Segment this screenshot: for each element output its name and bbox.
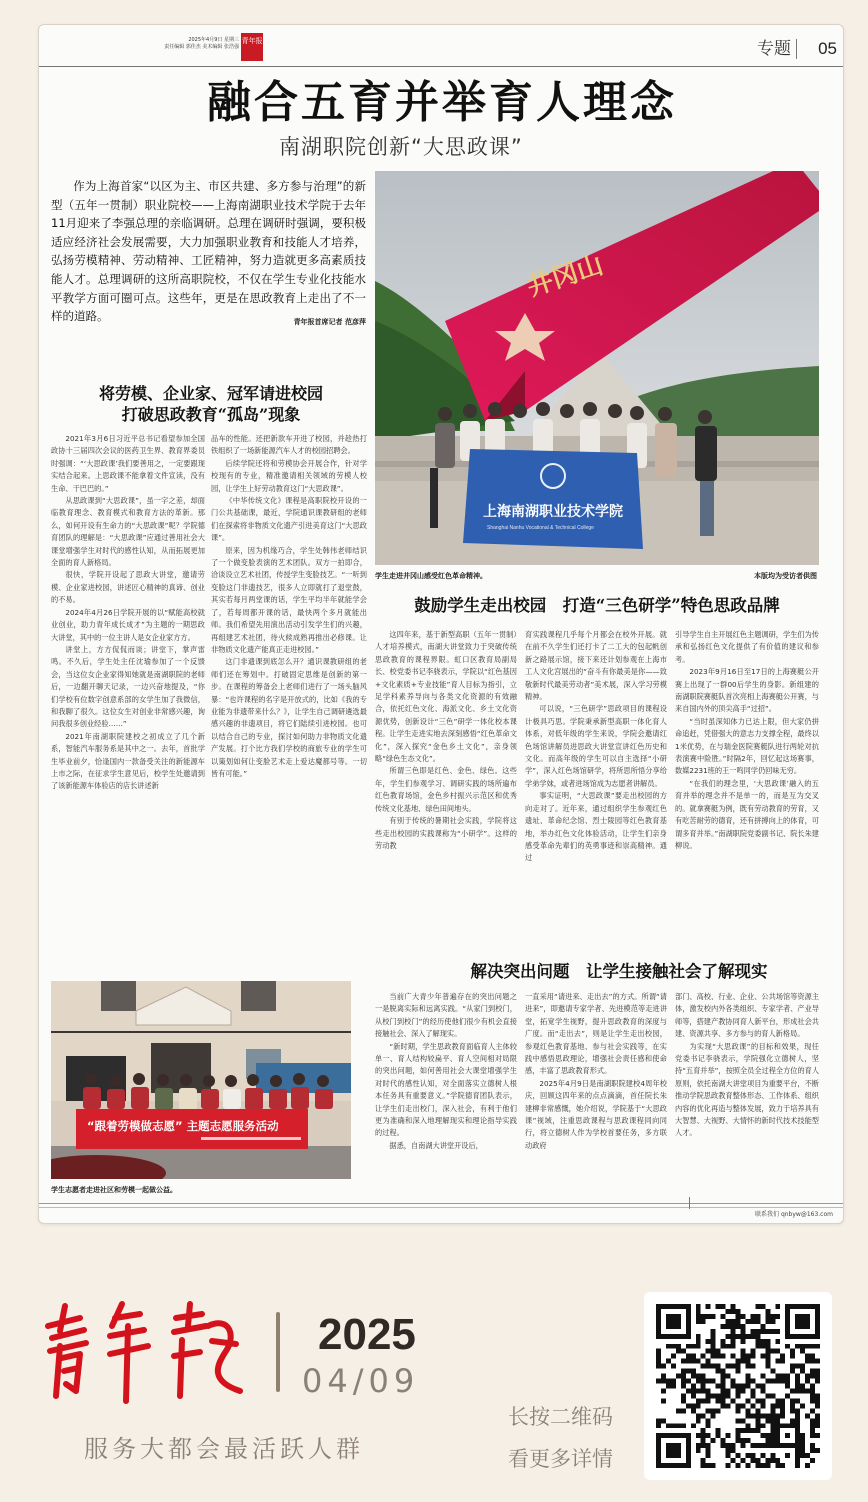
footer-rule (39, 1203, 844, 1204)
qr-hint-line1: 长按二维码 (508, 1405, 613, 1429)
qr-code-icon[interactable] (656, 1304, 820, 1468)
paragraph: 2023年9月16日至17日的上海赛艇公开赛上出现了一群00后学生的身影。新组建的南湖职院赛艇队首次亮相上海赛艇公开赛，与来自国内外的顶尖高手“过招”。 (675, 667, 819, 714)
paragraph: 可以说，“三色研学”思政项目的课程设计极具巧思。学院秉承新型高职一体化育人体系，对低年级的学生来说，学院会邀请红色场馆讲解员进思政大讲堂宣讲红色历史和文化。而高年级的学生可以自主选择“小研学”，深入红色场馆研学，将所思所悟分享给学弟学妹，或者进场馆成为志愿者讲解员。 (525, 704, 667, 788)
section3-column-1 (375, 991, 517, 1152)
section1-title-line1: 将劳模、企业家、冠军请进校园 (98, 384, 323, 403)
paragraph: 这门非遗课到底怎么开？通识课教研组的老师们还在筹划中。打破固定思维是创新的第一步。在课程的筹备会上老师们进行了一场头脑风暴：“也许课程的名字是开放式的，比如《我的专业能为非遗带来什么？》，让学生自己调研遴选最感兴趣的非遗项目，将它们陆续引进校园。也可以结合自己的专业，探讨如何助力非物质文化遗产发展。打个比方我们学校的商旅专业的学生可以策划如何让变脸艺术走上爱达魔都号等。一切皆有可能。” (211, 657, 367, 778)
paragraph: 一直采用“请进来、走出去”的方式。所谓“请进来”，即邀请专家学者、先进模范等走进讲堂，拓宽学生视野，提升思政教育的深度与广度。而“走出去”，则是让学生走出校园，参观红色教育基地、参与社会实践等，在实践中感悟思政理论，增强社会责任感和使命感，丰富了思政教育形式。 (525, 992, 667, 1076)
volunteer-banner-text: “跟着劳模做志愿” 主题志愿服务活动 (87, 1119, 279, 1133)
paragraph: 育实践课程几乎每个月都会在校外开展。就在前不久学生们还打卡了二工大的包起帆创新之路展示馆，接下来还计划参观在上海市工人文化宫展出的“奋斗有你最美是你——致敬新时代最美劳动者”美术展，深入学习劳模精神。 (525, 630, 667, 702)
college-banner (463, 449, 643, 549)
section1-title-line2: 打破思政教育“孤岛”现象 (121, 405, 301, 424)
section3-column-2 (525, 991, 667, 1152)
section2-title: 鼓励学生走出校园 打造“三色研学”特色思政品牌 (414, 596, 780, 615)
brand-calligraphy-logo (40, 1296, 250, 1406)
banner-english-text: Shanghai Nanhu Vocational & Technical College (487, 525, 594, 531)
paragraph: 2025年4月9日是南湖职院建校4周年校庆，回顾这四年来的点点滴滴，首任院长朱建柳非常感慨，她介绍说，学院基于“大思政课”视域，注重思政课程与思政课程同向同行，将立德树人作为学校首要任务，多方联动政府 (525, 1078, 667, 1150)
paragraph: 《中华传统文化》课程是高职院校开设的一门公共基础课，最近，学院通识课教研组的老师们在探索将非物质文化遗产引进美育这门“大思政课”。 (211, 496, 367, 543)
volunteer-photo (51, 981, 351, 1179)
paragraph: 讲堂上，方方侃侃而谈；讲堂下，掌声雷鸣。不久后，学生处主任沈瑜参加了一个反馈会，当这位女企业家得知她就是南湖职院的老师后，一边翻开聊天记录，一边兴奋地提及，“你们学校有位数字创意系部的女学生加了我微信，和我聊了很久。这位女生对创业非常感兴趣，询问我很多创业经验……” (51, 644, 205, 729)
paragraph: 有别于传统的暑期社会实践，学院将这些走出校园的实践课称为“小研学”。这样的劳动教 (375, 816, 517, 850)
paragraph: 很快，学院开设起了思政大讲堂，邀请劳模、企业家进校园，讲述匠心精神的真谛、创业的不易。 (51, 570, 205, 605)
paragraph: 2021年南湖职院建校之初成立了几个新系，智能汽车服务系是其中之一。去年，首批学生毕业前夕，恰逢国内一款备受关注的新能源车上市之际，在征求学生意见后，校学生处邀请到了该新能源车体验店的店长讲述新 (51, 731, 205, 791)
masthead-meta (119, 37, 239, 51)
paragraph: “新时期，学生思政教育面临育人主体较单一、育人结构较扁平、育人空间相对局限的突出问题，如何善用社会大课堂增强学生对时代的感性认知，对全面落实立德树人根本任务具有重要意义。”学院德育团队表示，让学生们走出校门，深入社会，有利于他们更为准确和深入地理解现实和理论指导实践的过程。 (375, 1041, 517, 1138)
paragraph: 当前广大青少年普遍存在的突出问题之一是脱离实际和远离实践。“从家门到校门，从校门到校门”的经历使他们很少有机会直接接触社会、深入了解现实。 (375, 992, 517, 1039)
section3-title: 解决突出问题 让学生接触社会了解现实 (470, 962, 768, 981)
section-label: 专题 (757, 39, 797, 59)
page-subheadline: 南湖职院创新“大思政课” (279, 135, 523, 159)
footer-tick (689, 1197, 690, 1209)
jinggangshan-photo-illustration (375, 171, 819, 565)
masthead-date: 2025年4月9日 星期三 (188, 37, 239, 43)
paragraph: 事实证明，“大思政课”要走出校园的方向走对了。近年来，通过组织学生参观红色遗址、革命纪念馆、烈士陵园等红色教育基地，举办红色文化体验活动，让学生们亲身感受革命先辈们的英勇事迹和崇高精神。通过 (525, 791, 667, 863)
page-number: 05 (818, 39, 837, 58)
section1-title (51, 383, 371, 425)
photo1-caption: 学生走进井冈山感受红色革命精神。 (375, 572, 487, 580)
paragraph: 据悉，自南湖大讲堂开设后， (389, 1140, 483, 1150)
brand-name: 青年报 (40, 1296, 43, 1297)
brand-logo (40, 1296, 250, 1406)
paragraph: 引导学生自主开展红色主题调研，学生们为传承和弘扬红色文化提供了有价值的建议和参考。 (675, 630, 819, 664)
issue-date: 04/09 (302, 1362, 420, 1400)
newspaper-page (38, 24, 844, 1224)
volunteer-photo-illustration (51, 981, 351, 1179)
qr-code[interactable] (644, 1292, 832, 1480)
masthead (39, 25, 844, 67)
brand-slogan: 服务大都会最活跃人群 (84, 1435, 364, 1463)
paragraph: 后续学院还将和劳模协会开展合作，针对学校现有的专业，精准邀请相关领域的劳模人校园，让学生上好劳动教育这门“大思政课”。 (211, 458, 367, 493)
paragraph: 原来，因为机缘巧合，学生处韩伟老师结识了一个做变脸表演的艺术团队。双方一拍即合，洽谈设立艺术社团，传授学生变脸技艺。“一听到变脸这门非遗技艺，很多人立即就打了退堂鼓，其实若每月两堂课的话，学生平均半年就能学会了，若每周都开课的话，最快两个多月就能出师。我们希望先用演出活动引发学生们的兴趣，再组建艺术社团，待火候成熟再推出必修课。让非物质文化遗产能真正走进校园。” (211, 545, 367, 654)
section2-column-2 (525, 629, 667, 865)
paragraph: 2024年4月26日学院开展的以“赋能高校就业创业，助力青年成长成才”为主题的一期思政大讲堂，其中的一位主讲人是女企业家方方。 (51, 607, 205, 642)
paragraph: 从思政课到“大思政课”，虽一字之差，却面临教育理念、教育模式和教育方法的革新。那么，如何开设有生命力的“大思政课”呢？学院德育团队的理解是：“大思政课”应通过善用社会大课堂增强学生对时代的感性认知，从而拓展更加全面的育人新格局。 (51, 496, 205, 568)
paragraph: 为实现“大思政课”的目标和效果，现任党委书记李骁表示，学院强化立德树人，坚持“五育并举”，按照全员全过程全方位的育人原则，依托南湖大讲堂项目为重要平台，不断推动学院思政教育整体形态、工作体系、组织内容的优化再造与整体发展，致力于培养具有大智慧、大视野、大情怀的新时代技术技能型人才。 (675, 1041, 820, 1138)
lead-text: 作为上海首家“以区为主、市区共建、多方参与治理”的新型（五年一贯制）职业院校——上海南湖职业技术学院于去年11月迎来了李强总理的亲临调研。总理在调研时强调，要积极适应经济社会发展需要，大力加强职业教育和技能人才培养，弘扬劳模精神、劳动精神、工匠精神，努力造就更多高素质技能人才。总理调研的这所高职院校，不仅在学生专业化技能水平教学方面可圈可点。这些年，更是在思政教育上走出了不一样的道路。 (51, 179, 366, 324)
section1-column-1 (51, 433, 205, 793)
paragraph: 2021年3月6日习近平总书记看望参加全国政协十三届四次会议的医药卫生界、教育界委员时强调：“‘大思政课’我们要善用之，一定要跟现实结合起来。上思政课不能拿着文件宣读，没有生命、干巴巴的。” (51, 434, 205, 493)
masthead-editors: 责任编辑 郭佳杰 美术编辑 张浩强 (164, 44, 239, 50)
paragraph: 部门、高校、行业、企业、公共场馆等资源主体，激发校内外各类组织、专家学者、产业导师等，搭建产教协同育人新平台，形成社会共建、资源共享、多方参与的育人新格局。 (675, 992, 819, 1039)
photo2-caption: 学生志愿者走进社区和劳模一起做公益。 (51, 1186, 177, 1194)
section1-column-2 (211, 433, 367, 780)
contact-email[interactable]: 联系我们 qnbyw@163.com (755, 1211, 833, 1218)
section2-column-1 (375, 629, 517, 852)
section3-column-3 (675, 991, 819, 1140)
jinggangshan-photo (375, 171, 819, 565)
qr-hint-line2: 看更多详情 (508, 1447, 613, 1471)
byline: 青年报首席记者 范彦萍 (293, 318, 366, 327)
paragraph: “当时虽深知体力已达上限，但大家仍拼命追赶，凭借强大的意志力支撑全程，最终以1米优势，在与瑞金医院赛艇队进行两轮对抗表演赛中险胜。”时隔2年，回忆起这场赛事，数媒2231班的王一鸣同学仍回味无穷。 (675, 716, 819, 776)
brand-divider (276, 1312, 280, 1392)
paragraph: 这四年来，基于新型高职（五年一贯制）人才培养模式，南湖大讲堂致力于突破传统思政教育的课程界限。虹口区教育局副局长、校党委书记李骁表示，学院以“红色基因+文化素质+专业技能”育人目标为指引，立足学科素养导向与各类文化资源的有效融合，依托红色文化、海派文化、乡土文化资源优势，创新设计“三色”研学一体化校本课程。让学生走进实地去深刻感悟“红色革命文化”，深入探究“金色乡土文化”，亲身领略“绿色生态文化”。 (375, 630, 517, 764)
paragraph: “在我们的理念里，‘大思政课’融入的五育并举的理念并不是单一的，而是互为交叉的。就拿赛艇为例，既有劳动教育的劳育，又有吃苦耐劳的德育，还有拼搏向上的体育，可谓多育并举。”南湖职院党委副书记、院长朱建柳说。 (675, 778, 819, 850)
monument-text: 井冈山 (523, 249, 607, 303)
photo-credit: 本版均为受访者供图 (754, 572, 817, 580)
paragraph: 所谓三色即是红色、金色、绿色。这些年，学生们参观学习、调研实践的场所遍布红色教育场馆，金色乡村振兴示范区和优秀传统文化基地、绿色田间地头。 (375, 766, 517, 813)
issue-year: 2025 (318, 1310, 416, 1359)
footer-rule-secondary (39, 1207, 844, 1208)
lead-paragraph (51, 177, 366, 332)
banner-chinese-text: 上海南湖职业技术学院 (483, 504, 623, 520)
masthead-logo: 青年报 (241, 33, 263, 61)
paragraph: 品车的性能。还把新款车开进了校园，并趁热打铁组织了一场新能源汽车人才的校园招聘会。 (211, 434, 367, 456)
page-headline: 融合五育并举育人理念 (207, 77, 677, 128)
section2-column-3 (675, 629, 819, 852)
